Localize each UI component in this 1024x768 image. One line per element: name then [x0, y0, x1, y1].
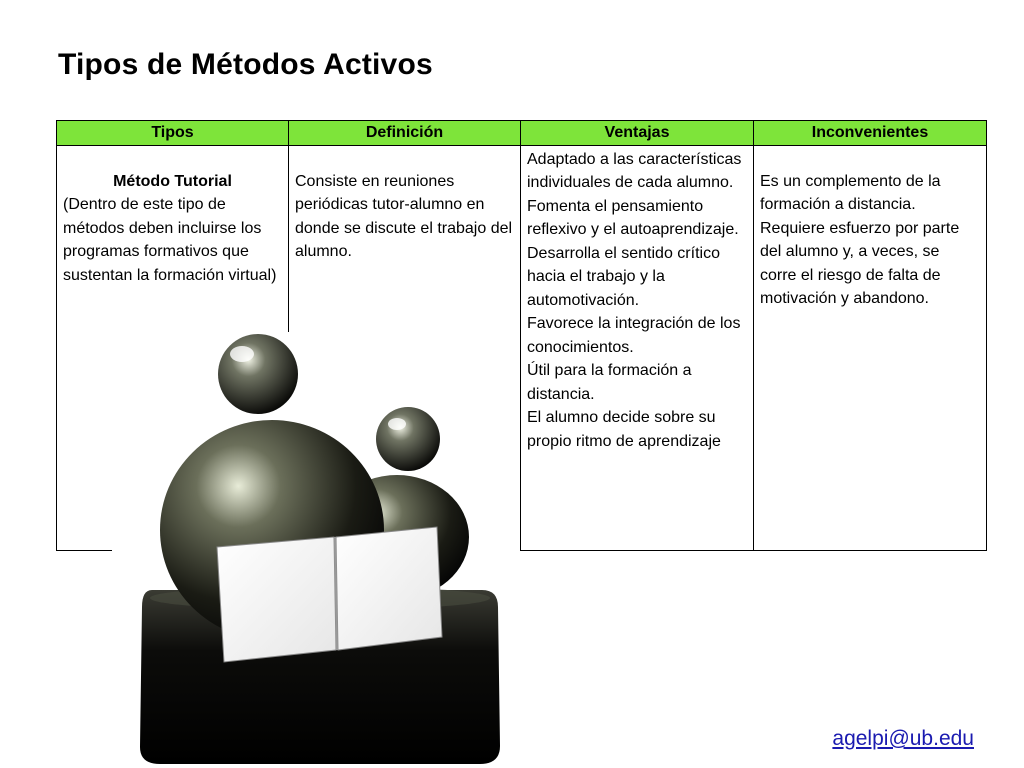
advantage-item: Adaptado a las características individuales de cada alumno.: [527, 150, 742, 191]
method-name: Método Tutorial: [113, 172, 232, 190]
method-note: (Dentro de este tipo de métodos deben incluirse los programas formativos que sustentan la formación virtual): [63, 196, 277, 284]
header-definicion: Definición: [289, 121, 521, 146]
advantage-item: Favorece la integración de los conocimientos.: [527, 315, 741, 356]
advantage-item: Desarrolla el sentido crítico hacia el trabajo y la automotivación.: [527, 244, 720, 309]
header-inconvenientes: Inconvenientes: [754, 121, 987, 146]
header-ventajas: Ventajas: [521, 121, 754, 146]
cell-definition: Consiste en reuniones periódicas tutor-alumno en donde se discute el trabajo del alumno.: [289, 145, 521, 551]
tutor-student-reading-icon: [112, 332, 520, 768]
header-tipos: Tipos: [57, 121, 289, 146]
page-title: Tipos de Métodos Activos: [58, 48, 433, 81]
advantage-item: Fomenta el pensamiento reflexivo y el autoaprendizaje.: [527, 197, 739, 238]
advantage-item: El alumno decide sobre su propio ritmo de aprendizaje: [527, 409, 721, 450]
email-link[interactable]: agelpi@ub.edu: [832, 727, 974, 750]
table-header-row: [57, 121, 987, 146]
cell-disadvantages: Es un complemento de la formación a distancia. Requiere esfuerzo por parte del alumno y, a veces, se corre el riesgo de falta de motivación y abandono.: [754, 145, 987, 551]
cell-advantages: [521, 145, 754, 551]
advantage-item: Útil para la formación a distancia.: [527, 362, 692, 403]
